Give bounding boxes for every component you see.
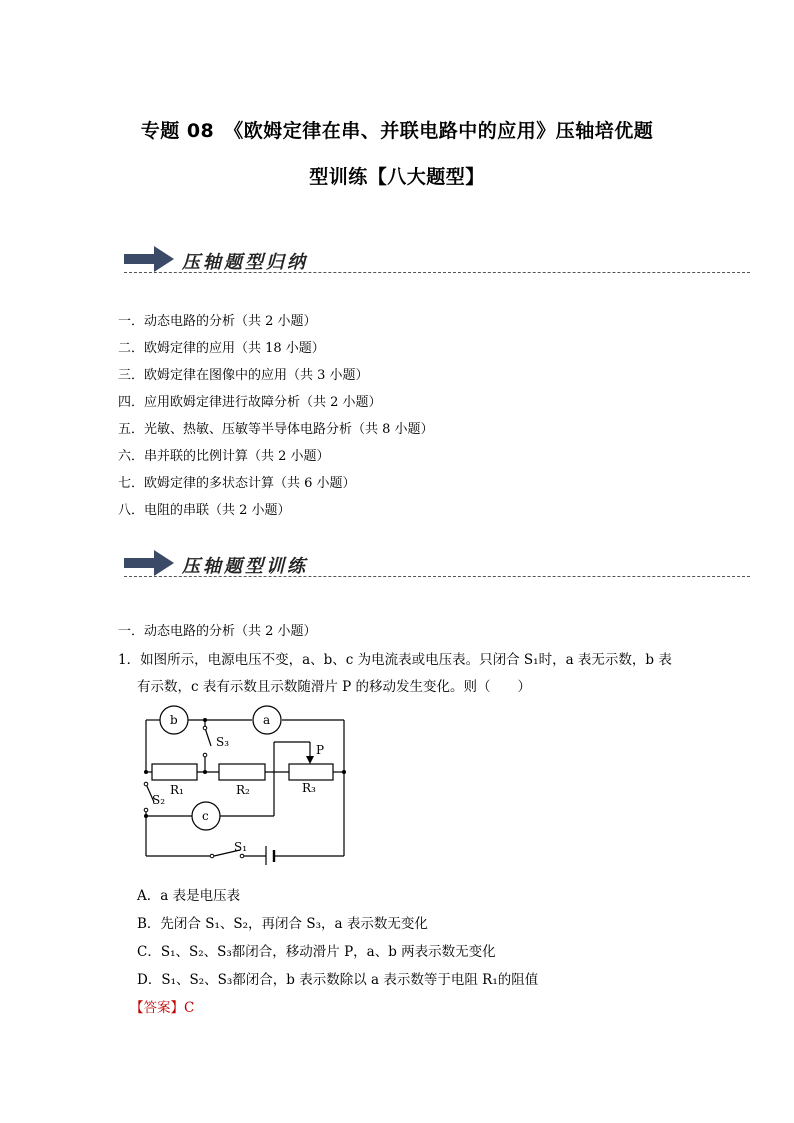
switch-s3-label: S₃ bbox=[216, 735, 230, 749]
banner-title: 压轴题型归纳 bbox=[182, 252, 308, 273]
slider-arrow-icon bbox=[306, 756, 314, 764]
meter-a-label: a bbox=[263, 713, 271, 727]
page-title-line-1: 专题 08 《欧姆定律在串、并联电路中的应用》压轴培优题 bbox=[140, 120, 654, 142]
toc-item: 七．欧姆定律的多状态计算（共 6 小题） bbox=[118, 476, 356, 491]
section-banner-training bbox=[124, 548, 750, 588]
toc-item: 五．光敏、热敏、压敏等半导体电路分析（共 8 小题） bbox=[118, 422, 434, 437]
toc-item: 二．欧姆定律的应用（共 18 小题） bbox=[118, 341, 325, 356]
toc-item: 六．串并联的比例计算（共 2 小题） bbox=[118, 449, 330, 464]
answer-text: 【答案】C bbox=[130, 1000, 195, 1016]
arrow-icon bbox=[124, 548, 176, 578]
resistor-r1 bbox=[152, 764, 197, 780]
dashed-divider bbox=[124, 272, 750, 273]
meter-b-label: b bbox=[170, 713, 178, 727]
toc-item: 一．动态电路的分析（共 2 小题） bbox=[118, 314, 317, 329]
slider-p-label: P bbox=[316, 743, 325, 757]
resistor-r2-label: R₂ bbox=[236, 783, 250, 797]
section-banner-summary bbox=[124, 244, 750, 284]
question-stem-line-1: 1．如图所示，电源电压不变，a、b、c 为电流表或电压表。只闭合 S₁时，a 表无示数，b 表 bbox=[118, 652, 672, 668]
page-title-line-2: 型训练【八大题型】 bbox=[309, 166, 485, 188]
rheostat-r3 bbox=[289, 764, 333, 780]
toc-item: 四．应用欧姆定律进行故障分析（共 2 小题） bbox=[118, 395, 382, 410]
option-b: B．先闭合 S₁、S₂，再闭合 S₃，a 表示数无变化 bbox=[137, 916, 428, 932]
switch-s1-label: S₁ bbox=[234, 840, 248, 854]
toc-item: 三．欧姆定律在图像中的应用（共 3 小题） bbox=[118, 368, 369, 383]
banner-title: 压轴题型训练 bbox=[182, 556, 308, 577]
resistor-r1-label: R₁ bbox=[170, 783, 184, 797]
option-a: A．a 表是电压表 bbox=[137, 888, 241, 904]
arrow-icon bbox=[124, 244, 176, 274]
toc-item: 八．电阻的串联（共 2 小题） bbox=[118, 503, 291, 518]
dashed-divider bbox=[124, 576, 750, 577]
rheostat-r3-label: R₃ bbox=[302, 781, 316, 795]
section-heading: 一．动态电路的分析（共 2 小题） bbox=[118, 624, 317, 639]
option-c: C．S₁、S₂、S₃都闭合，移动滑片 P，a、b 两表示数无变化 bbox=[137, 944, 496, 960]
meter-c-label: c bbox=[202, 809, 209, 823]
option-d: D．S₁、S₂、S₃都闭合，b 表示数除以 a 表示数等于电阻 R₁的阻值 bbox=[137, 972, 539, 988]
switch-s2-label: S₂ bbox=[152, 793, 166, 807]
resistor-r2 bbox=[219, 764, 265, 780]
circuit-diagram bbox=[138, 700, 358, 865]
question-stem-line-2: 有示数，c 表有示数且示数随滑片 P 的移动发生变化。则（ ） bbox=[137, 679, 532, 695]
